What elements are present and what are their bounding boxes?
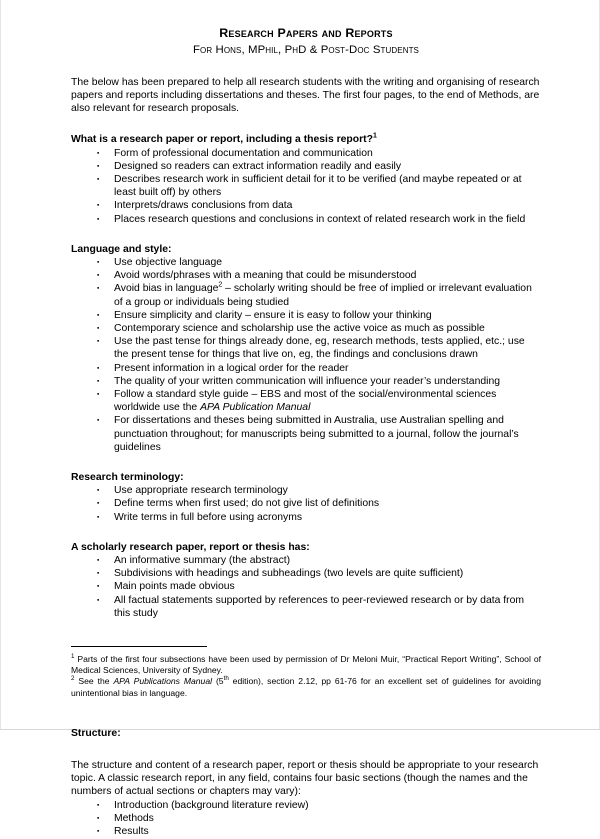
section-heading-research-terminology: Research terminology: (71, 472, 184, 484)
list-item: ▪ Introduction (background literature review) (71, 799, 541, 812)
list-item: ▪ Results (71, 825, 541, 838)
footnote-area (71, 646, 541, 699)
footnote-marker-1: 1 (372, 132, 377, 140)
list-item: ▪ Avoid words/phrases with a meaning that could be misunderstood (71, 269, 541, 282)
footnote-2-post: edition), section 2.12, pp 61-76 for an excellent set of guidelines for avoiding unintentional bias in language. (71, 676, 541, 698)
list-item: ▪ Main points made obvious (71, 580, 541, 593)
list-item: ▪ Ensure simplicity and clarity – ensure it is easy to follow your thinking (71, 309, 541, 322)
footnote-2-mid: (5 (212, 676, 224, 687)
apa-manual-title: APA Publication Manual (200, 402, 311, 414)
list-item: ▪ Use appropriate research terminology (71, 484, 541, 497)
structure-section (71, 727, 541, 838)
list-item: ▪ Present information in a logical order for the reader (71, 362, 541, 375)
list-item: ▪ An informative summary (the abstract) (71, 554, 541, 567)
structure-paragraph: The structure and content of a research paper, report or thesis should be appropriate to your research topic. A classic research report, in any field, contains four basic sections (though the names and the numbers of actual sections or chapters may vary): (71, 760, 539, 798)
bias-text-post: – scholarly writing should be free of implied or irrelevant evaluation of a group or individuals being studied (114, 283, 532, 308)
list-item: ▪ Interprets/draws conclusions from data (71, 199, 541, 212)
bullet-list-research-paper (71, 147, 541, 226)
list-item: ▪ Define terms when first used; do not give list of definitions (71, 497, 541, 510)
list-item: ▪ For dissertations and theses being submitted in Australia, use Australian spelling and punctuation throughout; for manuscripts being submitted to a journal, follow the journal’s guidelines (71, 414, 541, 454)
list-item: ▪ Contemporary science and scholarship use the active voice as much as possible (71, 322, 541, 335)
footnote-ref-1: 1 (71, 653, 75, 661)
list-item: ▪ Methods (71, 812, 541, 825)
page-subtitle: For Hons, MPhil, PhD & Post-Doc Students (192, 43, 419, 56)
footnote-separator (71, 646, 207, 647)
bullet-list-structure (71, 799, 541, 839)
list-item: ▪ The quality of your written communication will influence your reader’s understanding (71, 375, 541, 388)
list-item: ▪ All factual statements supported by references to peer-reviewed research or by data from this study (71, 594, 541, 620)
footnote-ref-2: 2 (71, 675, 75, 683)
section-heading-structure: Structure: (71, 727, 121, 739)
style-guide-text-pre: Follow a standard style guide – EBS and most of the social/environmental sciences worldwide use the (114, 389, 497, 414)
section-heading-text: What is a research paper or report, including a thesis report? (71, 134, 373, 146)
apa-publications-manual-title: APA Publications Manual (113, 676, 213, 687)
intro-paragraph: The below has been prepared to help all research students with the writing and organising of research papers and reports including dissertations and theses. The first four pages, to the end of Methods, are also relevant for research proposals. (71, 76, 540, 115)
list-item-style-guide (71, 388, 541, 414)
list-item-bias (71, 282, 541, 308)
bullet-list-scholarly-paper (71, 554, 541, 620)
footnote-2 (71, 676, 541, 698)
list-item: ▪ Designed so readers can extract information readily and easily (71, 160, 541, 173)
bullet-list-language-style (71, 256, 541, 454)
list-item: ▪ Use the past tense for things already done, eg, research methods, tests applied, etc.; use the present tense for things that live on, eg, the findings and conclusions drawn (71, 335, 541, 361)
section-heading-scholarly-paper: A scholarly research paper, report or thesis has: (71, 541, 310, 553)
page-content (1, 0, 599, 838)
list-item: ▪ Form of professional documentation and communication (71, 147, 541, 160)
footnote-1 (71, 654, 541, 676)
footnote-1-text: Parts of the first four subsections have been used by permission of Dr Meloni Muir, “Practical Report Writing”, School of Medical Sciences, University of Sydney. (71, 654, 541, 676)
bullet-list-research-terminology (71, 484, 541, 524)
list-item: ▪ Subdivisions with headings and subheadings (two levels are quite sufficient) (71, 567, 541, 580)
footnote-marker-2: 2 (218, 281, 223, 289)
list-item: ▪ Write terms in full before using acronyms (71, 511, 541, 524)
footnote-2-pre: See the (74, 676, 114, 687)
page-title: Research Papers and Reports (219, 26, 393, 40)
ordinal-suffix: th (223, 675, 229, 683)
list-item: ▪ Use objective language (71, 256, 541, 269)
section-heading-research-paper (71, 133, 541, 146)
list-item: ▪ Describes research work in sufficient detail for it to be verified (and maybe repeated or at least built off) by others (71, 173, 541, 199)
list-item: ▪ Places research questions and conclusions in context of related research work in the field (71, 213, 541, 226)
section-heading-language-style: Language and style: (71, 243, 172, 255)
bias-text-pre: Avoid bias in language (114, 283, 219, 295)
